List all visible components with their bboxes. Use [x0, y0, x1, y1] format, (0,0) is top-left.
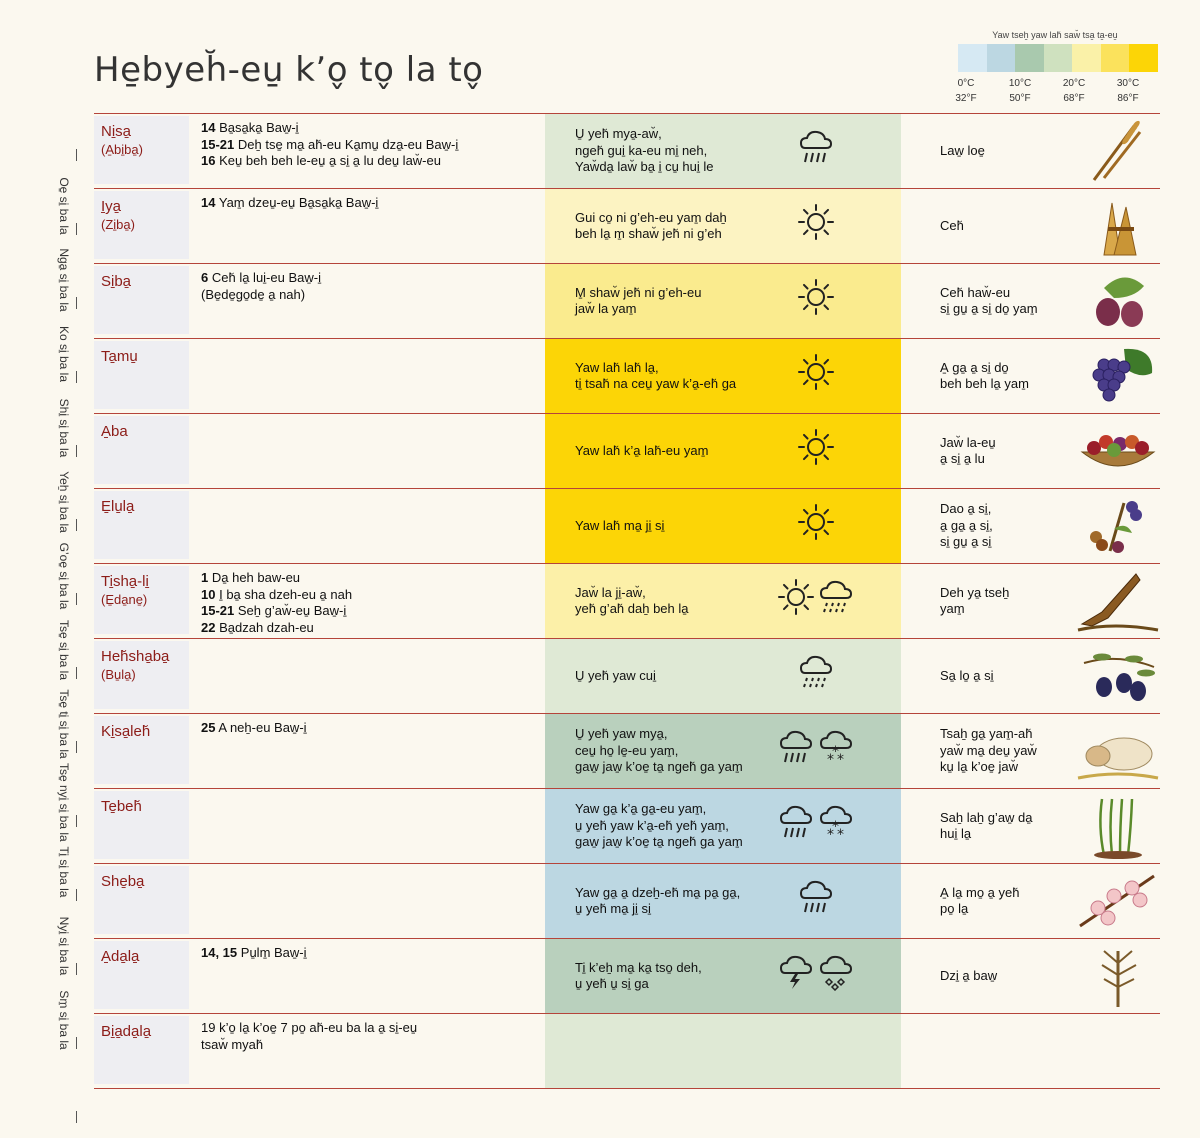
rain-icon	[777, 803, 815, 846]
weather-description: Yaw lah̆ ma̱ ji̱ si̱	[575, 517, 665, 533]
hail-icon	[817, 953, 855, 996]
legend-tick-label: 20°C 68°F	[1062, 78, 1086, 104]
month-name: Si̱ba̱	[101, 273, 132, 290]
event-date: 22	[201, 619, 216, 635]
crop-description: Sa̱ lo̱ a̱ si̱	[940, 667, 994, 683]
side-tick	[76, 519, 77, 531]
sun-icon	[797, 203, 835, 246]
month-alt-name: (Zi̱ba̱)	[101, 217, 135, 232]
weather-description: U̱ yeh̆ yaw mya̱, ceu̱ ho̱ le̱-eu yam̱, gaw̱ jaw̱ k’oe̱ ta̱ ngeh̆ ga yam̱	[575, 726, 743, 775]
side-tick	[76, 667, 77, 679]
event-text: I̱ ba̱ sha dzeh-eu a̱ nah	[219, 586, 353, 602]
side-period-label	[48, 987, 94, 1061]
event-date: 15-21	[201, 136, 235, 152]
side-tick	[76, 445, 77, 457]
event-item	[201, 720, 531, 737]
weather-cell	[545, 339, 901, 413]
weather-cell	[545, 714, 901, 788]
month-name: Ta̱mu̱	[101, 348, 138, 365]
event-text: A neẖ-eu Baw̱-i̱	[218, 720, 307, 735]
month-row	[94, 413, 1160, 488]
flax-icon	[1074, 793, 1162, 859]
month-row	[94, 113, 1160, 188]
weather-description: M̱ shaw̆ jeh̆ ni g’eh-eu jaw̆ la yam̱	[575, 284, 702, 316]
month-name: A̱da̱la̱	[101, 948, 140, 965]
month-row	[94, 938, 1160, 1013]
barley-icon	[1074, 118, 1162, 184]
side-period-label	[48, 617, 94, 691]
side-tick	[76, 149, 77, 161]
side-period-label	[48, 173, 94, 247]
svg-text:*: *	[832, 744, 839, 760]
crop-description: Ceh̆	[940, 217, 964, 233]
weather-description: Yaw ga̱ a̱ dzeẖ-eh̆ ma̱ pa̱ ga̱, u̱ yeh̆ ma̱ ji̱ si̱	[575, 884, 741, 916]
event-item	[201, 945, 531, 962]
month-name: E̱lu̱la̱	[101, 498, 135, 515]
event-item	[201, 153, 531, 170]
grapes-icon	[1074, 343, 1162, 409]
month-row	[94, 788, 1160, 863]
calendar-table	[94, 113, 1160, 1089]
event-item	[201, 120, 531, 137]
side-period-text: Tse̱ ti̱ si̱ ba la	[57, 689, 71, 759]
month-name: Heh̆sha̱ba̱	[101, 648, 170, 665]
side-period-label	[48, 839, 94, 913]
event-date: 14, 15	[201, 945, 238, 960]
sun-icon	[797, 278, 835, 321]
weather-cell	[545, 114, 901, 188]
month-cell	[94, 416, 189, 484]
month-row	[94, 1013, 1160, 1089]
legend-swatch	[1015, 44, 1044, 72]
month-cell	[94, 866, 189, 934]
month-alt-name: (E̱da̱ne̱)	[101, 592, 148, 607]
thunderstorm-icon	[777, 953, 815, 996]
crop-description: Deh ya̱ tseẖ yam̱	[940, 584, 1010, 616]
side-period-text: Ko si̱ ba la	[57, 325, 71, 383]
events-list	[201, 570, 531, 636]
weather-description: U̱ yeh̆ mya̱-aw̆, ngeh̆ gui̱ ka-eu mi̱ neh, Yaw̆da̱ law̆ ba̱ i̱ cu̱ hui̱ le	[575, 126, 714, 175]
month-row	[94, 863, 1160, 938]
side-period-label	[48, 321, 94, 395]
event-date: 6	[201, 270, 209, 285]
legend-title: Yaw tseẖ yaw lah̆ saw̆ tsa̱ ta̱-eu̱	[992, 30, 1118, 40]
weather-cell	[545, 639, 901, 713]
event-date: 14	[201, 195, 216, 210]
events-list	[201, 120, 531, 170]
svg-text:*: *	[827, 827, 834, 841]
side-period-label	[48, 247, 94, 321]
month-name: Ti̱sha̱-li̱	[101, 573, 149, 590]
legend-swatch	[958, 44, 987, 72]
event-item	[201, 137, 531, 154]
crop-description: Law̱ loe̱	[940, 142, 985, 158]
month-cell	[94, 266, 189, 334]
event-date: 15-21	[201, 603, 235, 618]
event-text: Da̱ heh baw-eu	[211, 570, 301, 585]
weather-cell	[545, 939, 901, 1013]
events-list	[201, 945, 531, 962]
month-alt-name: (A̱bi̱ba̱)	[101, 142, 143, 157]
side-tick	[76, 741, 77, 753]
month-row	[94, 638, 1160, 713]
month-name: Ki̱sa̱leh̆	[101, 723, 151, 740]
event-text: Deẖ tse̱ ma̱ ah̆-eu Ka̱mu̱ dza̱-eu Baw̱-i̱	[237, 136, 459, 152]
weather-description: Jaw̆ la ji̱-aw̆, yeh̆ g’ah̆ daẖ beh la̱	[575, 584, 689, 616]
event-text: Ba̱sa̱ka̱ Baw̱-i̱	[219, 120, 299, 135]
legend-tick-label: 10°C 50°F	[1008, 78, 1032, 104]
legend-tick-label: 0°C 32°F	[955, 78, 977, 104]
side-tick	[76, 297, 77, 309]
events-list	[201, 720, 531, 737]
event-date: 14	[201, 120, 216, 135]
event-text: Keu̱ beh beh le-eu̱ a̱ si̱ a̱ lu deu̱ law̆-eu	[219, 153, 441, 168]
event-item	[201, 620, 531, 637]
event-text: 19 k’o̱ la̱ k’oe̱ 7 po̱ ah̆-eu ba la a̱ si̱-eu̱ tsaw̆ myah̆	[201, 1020, 418, 1052]
snow-icon	[817, 728, 855, 771]
plow-icon	[1074, 568, 1162, 634]
legend-tick-label: 30°C 86°F	[1116, 78, 1140, 104]
side-period-label	[48, 691, 94, 765]
weather-description: Yaw ga̱ k’a̱ ga̱-eu yam̱, u̱ yeh̆ yaw k’a̱-eh̆ yeh̆ yam̱, gaw̱ jaw̱ k’oe̱ ta̱ ngeh̆ ga yam̱	[575, 801, 743, 850]
weather-cell	[545, 564, 901, 638]
month-row	[94, 563, 1160, 638]
side-tick	[76, 371, 77, 383]
month-cell	[94, 791, 189, 859]
svg-text:*: *	[837, 827, 844, 841]
side-period-text: Yeẖ si̱ ba la	[57, 471, 71, 533]
month-name: A̱ba	[101, 423, 128, 440]
event-item	[201, 587, 531, 604]
temperature-legend	[955, 30, 1158, 104]
side-period-text: Ti̱ si̱ ba la	[57, 846, 71, 898]
month-name: Ni̱sa̱	[101, 123, 132, 140]
legend-swatch	[1044, 44, 1073, 72]
event-item	[201, 195, 531, 212]
month-alt-name: (Bu̱la̱)	[101, 667, 136, 682]
event-item	[201, 603, 531, 620]
side-period-text: Oe̱ si̱ ba la	[57, 177, 71, 235]
event-text: Pu̱lm̱ Baw̱-i̱	[240, 945, 307, 960]
crop-description: Tsaẖ ga̱ yam̱-ah̆ yaw̆ ma̱ deu̱ yaw̆ ku̱ la̱ k’oe̱ jaw̆	[940, 726, 1037, 775]
month-cell	[94, 941, 189, 1009]
crop-description: Dzi̱ a̱ baw̱	[940, 967, 998, 983]
event-date: 10	[201, 586, 216, 602]
page-title: He̱byeh̆-eu̱ k’o̬ to̬ la to̬	[94, 50, 484, 90]
events-list	[201, 1020, 531, 1053]
event-item	[201, 1020, 531, 1053]
olives-icon	[1074, 643, 1162, 709]
crop-description: Dao a̱ si̱, a̱ ga̱ a̱ si̱, si̱ gu̱ a̱ si̱	[940, 501, 993, 550]
legend-ticks	[955, 72, 1158, 104]
legend-swatch	[1072, 44, 1101, 72]
month-name: Te̱beh̆	[101, 798, 142, 815]
month-cell	[94, 491, 189, 559]
svg-text:*: *	[832, 819, 839, 835]
sun-icon	[797, 428, 835, 471]
side-period-label	[48, 543, 94, 617]
weather-cell	[545, 189, 901, 263]
event-text: Ba̱dzah dzah-eu	[219, 619, 314, 635]
side-tick	[76, 815, 77, 827]
events-list	[201, 270, 531, 303]
side-period-text: Nga̱ si̱ ba la	[57, 248, 71, 312]
fruit-basket-icon	[1074, 418, 1162, 484]
event-text: Ceh̆ la̱ lui̱-eu Baw̱-i̱ (Be̱de̱go̱de̱ a̱ nah)	[201, 270, 321, 302]
dates-icon	[1074, 493, 1162, 559]
side-period-text: Sm̱ si̱ ba la	[57, 990, 71, 1050]
rain-icon	[797, 128, 835, 171]
rain-icon	[777, 728, 815, 771]
event-item	[201, 270, 531, 303]
drizzle-icon	[797, 653, 835, 696]
month-name: I̱ya̱	[101, 198, 122, 215]
svg-text:*: *	[837, 752, 844, 766]
month-row	[94, 188, 1160, 263]
side-period-label	[48, 913, 94, 987]
month-name: Bi̱a̱da̱la̱	[101, 1023, 152, 1040]
weather-cell	[545, 789, 901, 863]
event-item	[201, 570, 531, 587]
events-list	[201, 195, 531, 212]
side-tick	[76, 963, 77, 975]
legend-swatch	[1101, 44, 1130, 72]
crop-description: Jaw̆ la-eu̱ a̱ si̱ a̱ lu	[940, 434, 996, 466]
month-cell	[94, 566, 189, 634]
weather-description: Yaw lah̆ lah̆ la̱, ti̱ tsah̆ na ceu̱ yaw k’a̱-eh̆ ga	[575, 359, 737, 391]
almond-blossom-icon	[1074, 868, 1162, 934]
month-cell	[94, 716, 189, 784]
sheep-icon	[1074, 718, 1162, 784]
weather-description: Gui co̱ ni g’eh-eu yam̱ daẖ beh la̱ m̱ shaw̆ jeh̆ ni g’eh	[575, 209, 727, 241]
event-text: Yam̱ dzeu̱-eu̱ Ba̱sa̱ka̱ Baw̱-i̱	[218, 195, 379, 210]
weather-cell	[545, 864, 901, 938]
weather-cell	[545, 264, 901, 338]
crop-description: Saẖ laẖ g’aw̱ da̱ hui̱ la̱	[940, 809, 1033, 841]
weather-description: U̱ yeh̆ yaw cui̱	[575, 667, 656, 683]
month-cell	[94, 341, 189, 409]
event-date: 25	[201, 720, 216, 735]
legend-color-bar	[958, 44, 1158, 72]
fig-icon	[1074, 268, 1162, 334]
crop-description: A̱ la̱ mo̱ a̱ yeh̆ po̱ la̱	[940, 884, 1020, 916]
weather-description: Ti̱ k’eẖ ma̱ ka̱ tso̱ deh, u̱ yeh̆ u̱ si̱ ga	[575, 959, 702, 991]
side-period-label	[48, 395, 94, 469]
side-period-label	[48, 763, 94, 842]
weather-cell	[545, 414, 901, 488]
month-cell	[94, 641, 189, 709]
legend-swatch	[987, 44, 1016, 72]
month-cell	[94, 116, 189, 184]
sun-icon	[797, 353, 835, 396]
month-row	[94, 338, 1160, 413]
legend-swatch	[1129, 44, 1158, 72]
event-date: 16	[201, 153, 216, 168]
month-cell	[94, 191, 189, 259]
sun-icon	[797, 503, 835, 546]
side-label-column	[48, 113, 94, 1078]
svg-text:*: *	[827, 752, 834, 766]
drizzle-icon	[817, 578, 855, 621]
side-period-label	[48, 469, 94, 543]
crop-description: A̱ ga̱ a̱ si̱ do̱ beh beh la̱ yam̱	[940, 359, 1029, 391]
side-period-text: G’oe̱ si̱ ba la	[57, 542, 71, 610]
event-date: 1	[201, 570, 209, 585]
crop-description: Ceh̆ haw̆-eu si̱ gu̱ a̱ si̱ do̱ yam̱	[940, 284, 1038, 316]
rain-icon	[797, 878, 835, 921]
month-name: She̱ba̱	[101, 873, 145, 890]
month-cell	[94, 1016, 189, 1084]
snow-icon	[817, 803, 855, 846]
weather-cell	[545, 489, 901, 563]
month-row	[94, 488, 1160, 563]
sun-icon	[777, 578, 815, 621]
wheat-sheaf-icon	[1074, 193, 1162, 259]
bare-branch-icon	[1074, 943, 1162, 1009]
side-tick	[76, 889, 77, 901]
side-period-text: Shi̱ si̱ ba la	[57, 398, 71, 458]
side-tick	[76, 1037, 77, 1049]
month-row	[94, 263, 1160, 338]
side-tick	[76, 1111, 77, 1123]
side-tick	[76, 223, 77, 235]
side-period-text: Tse̱ nyi̱ si̱ ba la	[57, 763, 71, 842]
side-period-text: Nyi̱ si̱ ba la	[57, 916, 71, 976]
weather-cell	[545, 1014, 901, 1088]
side-period-text: Tse̱ si̱ ba la	[57, 619, 71, 681]
weather-description: Yaw lah̆ k’a̱ lah̆-eu yam̱	[575, 442, 709, 458]
side-tick	[76, 593, 77, 605]
event-text: Seẖ g’aw̆-eu̱ Baw̱-i̱	[237, 603, 347, 618]
month-row	[94, 713, 1160, 788]
